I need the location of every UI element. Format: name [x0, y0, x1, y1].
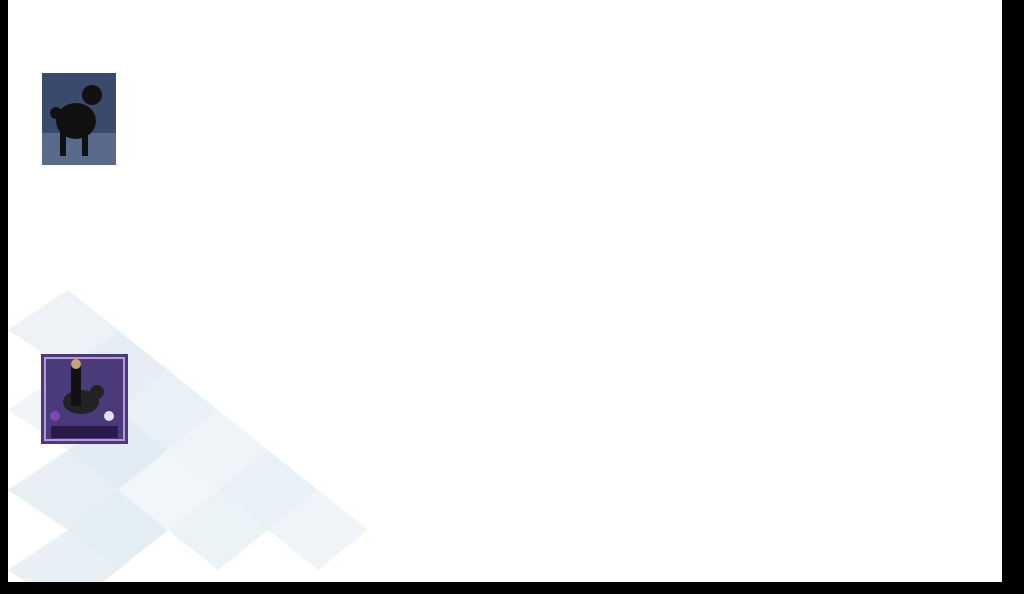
- dam-photo[interactable]: [41, 354, 128, 444]
- pedigree-frame: [8, 0, 1002, 582]
- sire-photo[interactable]: [42, 73, 116, 165]
- pedigree-table: [8, 0, 1002, 582]
